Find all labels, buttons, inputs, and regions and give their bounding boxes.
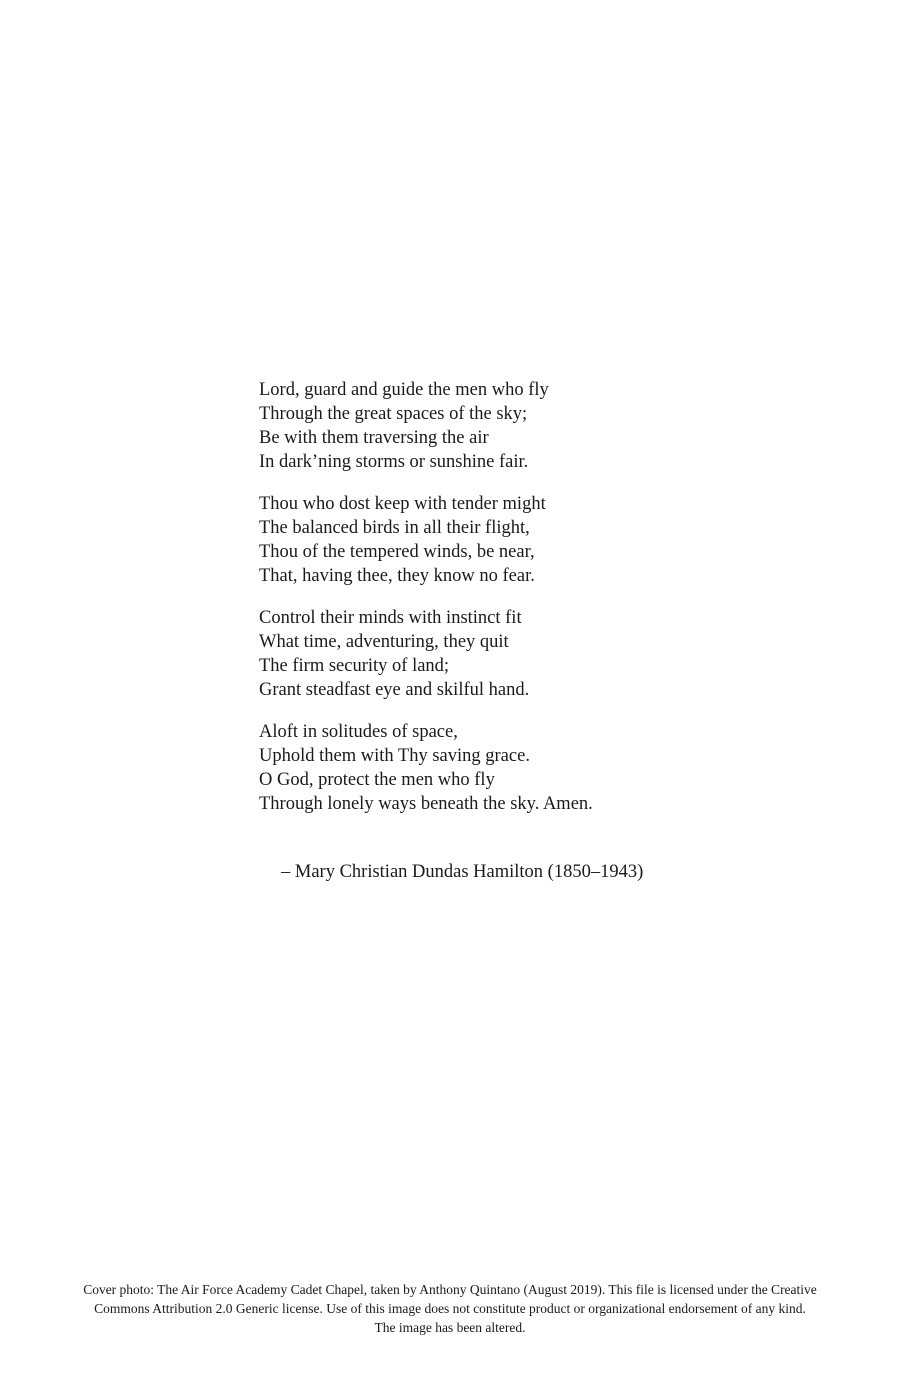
stanza-2 xyxy=(259,492,819,588)
stanza-1 xyxy=(259,378,819,474)
poem-line: Through the great spaces of the sky; xyxy=(259,404,528,424)
stanza-3 xyxy=(259,606,819,702)
photo-credit-line: Commons Attribution 2.0 Generic license. Use of this image does not constitute product or organizational endorsement of any kind. xyxy=(94,1301,806,1316)
stanza-4 xyxy=(259,720,819,816)
poem-line: What time, adventuring, they quit xyxy=(259,632,509,652)
poem-line: Aloft in solitudes of space, xyxy=(259,722,458,742)
photo-credit-line: Cover photo: The Air Force Academy Cadet Chapel, taken by Anthony Quintano (August 2019). This file is licensed under the Creative xyxy=(83,1282,817,1297)
photo-credit xyxy=(40,1280,860,1337)
poem-line: O God, protect the men who fly xyxy=(259,770,495,790)
poem-line: Uphold them with Thy saving grace. xyxy=(259,746,530,766)
poem-line: That, having thee, they know no fear. xyxy=(259,566,535,586)
poem-line: In dark’ning storms or sunshine fair. xyxy=(259,452,529,472)
poem-line: Lord, guard and guide the men who fly xyxy=(259,380,549,400)
poem-line: Control their minds with instinct fit xyxy=(259,608,522,628)
poem-line: Through lonely ways beneath the sky. Amen. xyxy=(259,794,593,814)
poem xyxy=(259,378,819,834)
photo-credit-line: The image has been altered. xyxy=(374,1320,526,1335)
poem-line: The balanced birds in all their flight, xyxy=(259,518,530,538)
poem-line: Thou of the tempered winds, be near, xyxy=(259,542,535,562)
poem-line: Be with them traversing the air xyxy=(259,428,489,448)
poem-line: Grant steadfast eye and skilful hand. xyxy=(259,680,530,700)
poem-line: Thou who dost keep with tender might xyxy=(259,494,546,514)
poem-attribution: – Mary Christian Dundas Hamilton (1850–1943) xyxy=(281,862,644,882)
poem-line: The firm security of land; xyxy=(259,656,450,676)
